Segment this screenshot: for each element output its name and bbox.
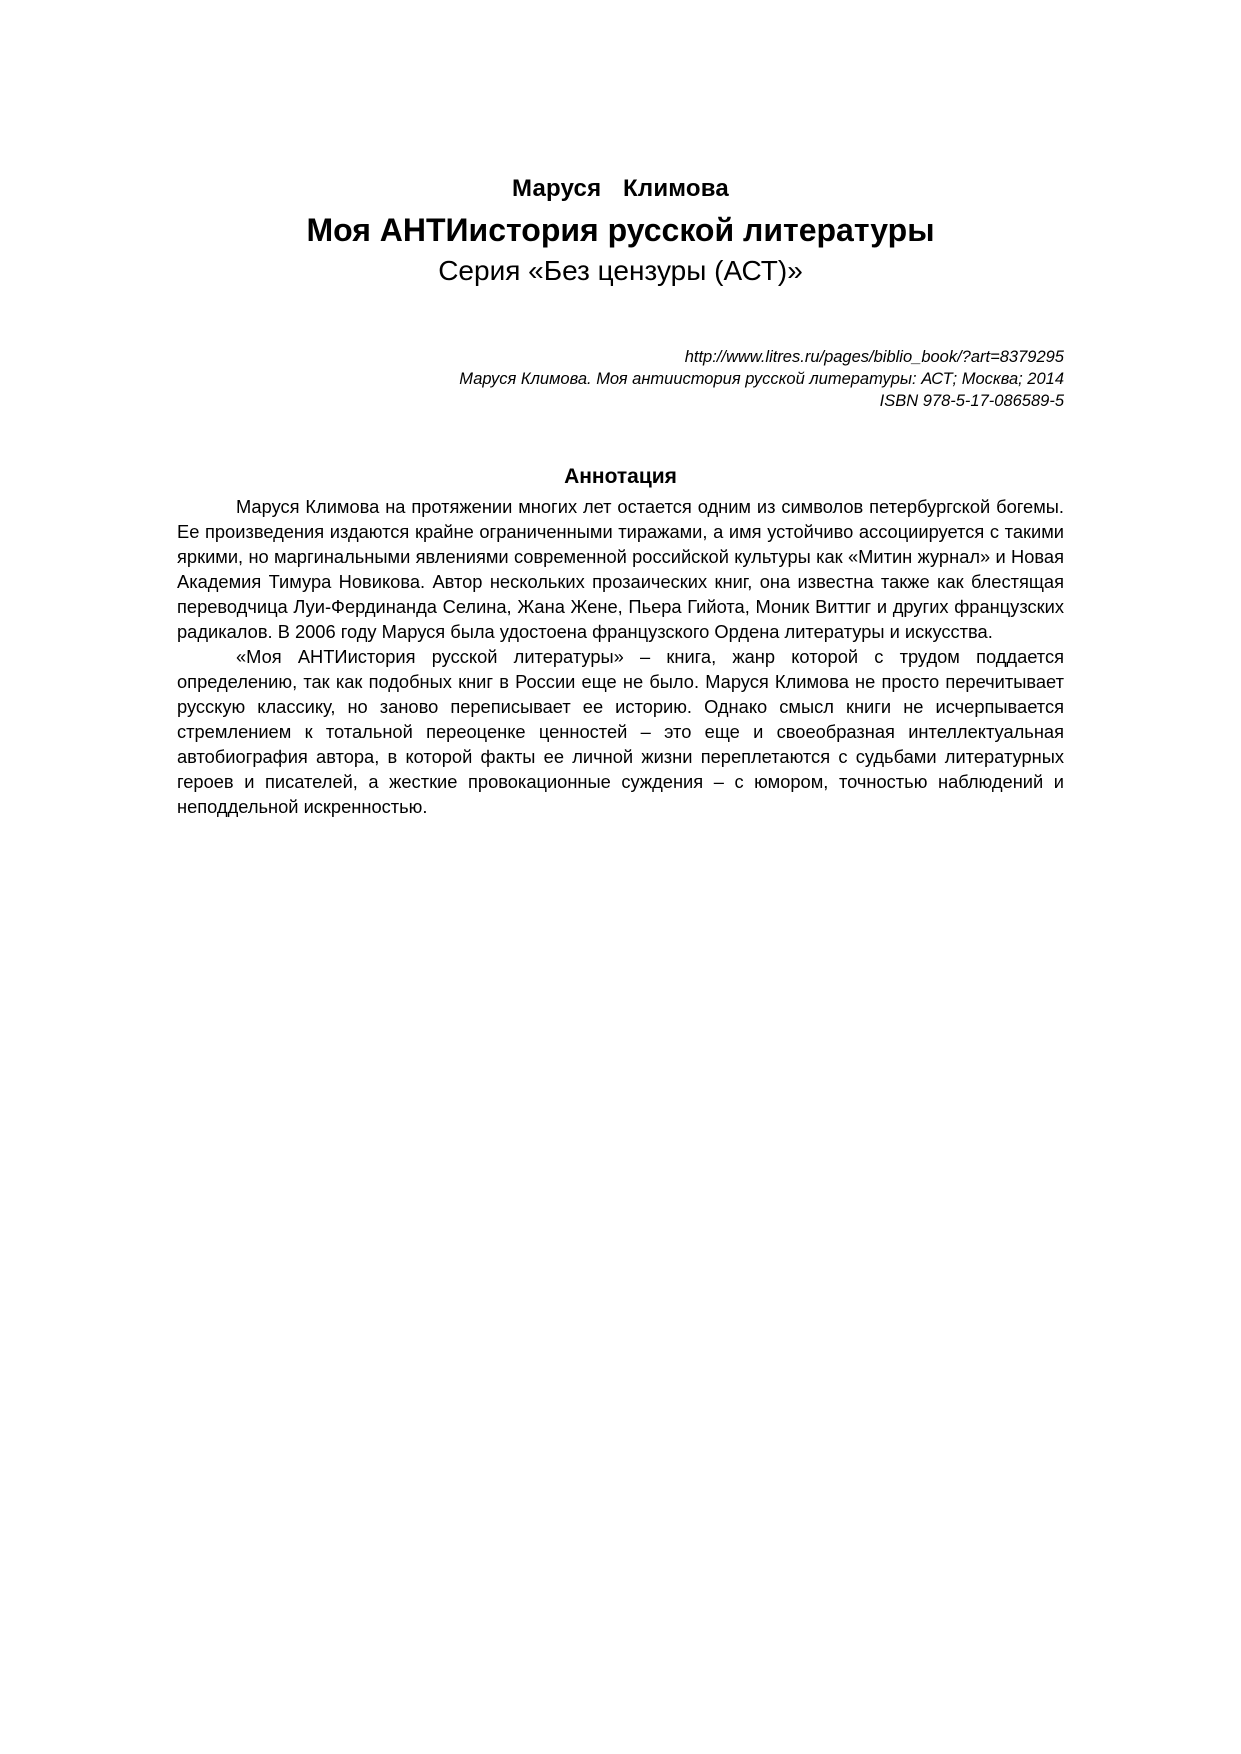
annotation-paragraph: Маруся Климова на протяжении многих лет остается одним из символов петербургской богемы. Ее произведения издаются крайне ограниченными тиражами, а имя устойчиво ассоциируется с такими яркими, но маргинальными явлениями современной российской культуры как «Митин журнал» и Новая Академия Тимура Новикова. Автор нескольких прозаических книг, она известна также как блестящая переводчица Луи-Фердинанда Селина, Жана Жене, Пьера Гийота, Моник Виттиг и других французских радикалов. В 2006 году Маруся была удостоена французского Ордена литературы и искусства. [177,496,1064,642]
series-name: Серия «Без цензуры (АСТ)» [438,255,803,286]
annotation-body [177,494,1064,819]
author-name: Маруся Климова [512,175,729,202]
book-title: Моя АНТИистория русской литературы [306,212,935,248]
isbn: ISBN 978-5-17-086589-5 [879,392,1064,410]
citation: Маруся Климова. Моя антиистория русской литературы: АСТ; Москва; 2014 [459,370,1064,388]
bibliographic-info [177,346,1064,412]
annotation-paragraph: «Моя АНТИистория русской литературы» – книга, жанр которой с трудом поддается определению, так как подобных книг в России еще не было. Маруся Климова не просто перечитывает русскую классику, но заново переписывает ее историю. Однако смысл книги не исчерпывается стремлением к тотальной переоценке ценностей – это еще и своеобразная интеллектуальная автобиография автора, в которой факты ее личной жизни переплетаются с судьбами литературных героев и писателей, а жесткие провокационные суждения – с юмором, точностью наблюдений и неподдельной искренностью. [177,646,1064,817]
annotation-heading: Аннотация [564,465,677,488]
source-url: http://www.litres.ru/pages/biblio_book/?art=8379295 [684,348,1064,366]
